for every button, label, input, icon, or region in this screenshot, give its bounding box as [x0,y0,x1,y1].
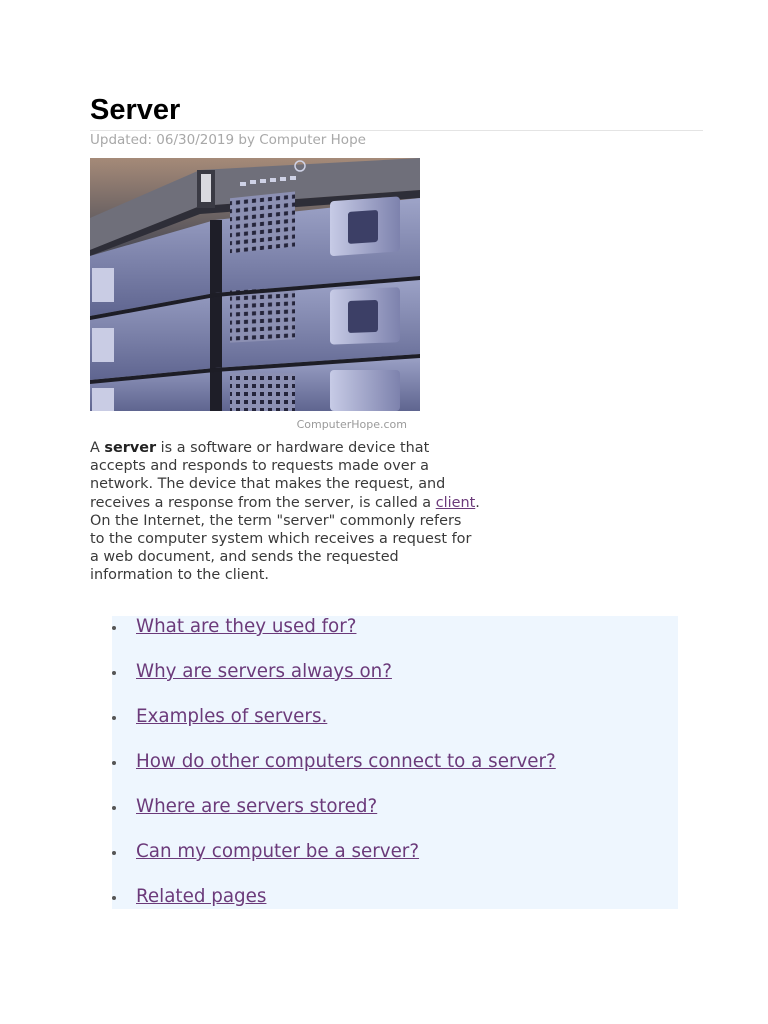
toc-link-my-computer[interactable]: Can my computer be a server? [136,841,420,862]
bullet-icon [112,806,116,810]
toc-link-always-on[interactable]: Why are servers always on? [136,661,392,682]
bullet-icon [112,716,116,720]
intro-text-start: A [90,440,105,456]
intro-text-end: . On the Internet, the term "server" commonly refers to the computer system which receives a request for a web document, and sends the requested information to the client. [90,494,480,584]
client-link[interactable]: client [435,494,476,511]
bullet-icon [112,896,116,900]
toc-link-examples[interactable]: Examples of servers. [136,706,328,727]
bullet-icon [112,626,116,630]
toc-link-connect[interactable]: How do other computers connect to a server? [136,751,556,772]
intro-text-middle: is a software or hardware device that accepts and responds to requests made over a network. The device that makes the request, and receives a response from the server, is called a [90,440,446,511]
table-of-contents [112,616,678,909]
bullet-icon [112,671,116,675]
intro-paragraph [90,439,480,585]
toc-link-used-for[interactable]: What are they used for? [136,616,357,637]
toc-link-related-pages[interactable]: Related pages [136,886,267,907]
server-rack-image [90,158,420,411]
page-title: Server [90,94,181,126]
intro-term: server [104,440,157,456]
toc-link-stored[interactable]: Where are servers stored? [136,796,378,817]
bullet-icon [112,761,116,765]
bullet-icon [112,851,116,855]
image-caption: ComputerHope.com [296,418,407,431]
updated-byline: Updated: 06/30/2019 by Computer Hope [90,132,366,148]
